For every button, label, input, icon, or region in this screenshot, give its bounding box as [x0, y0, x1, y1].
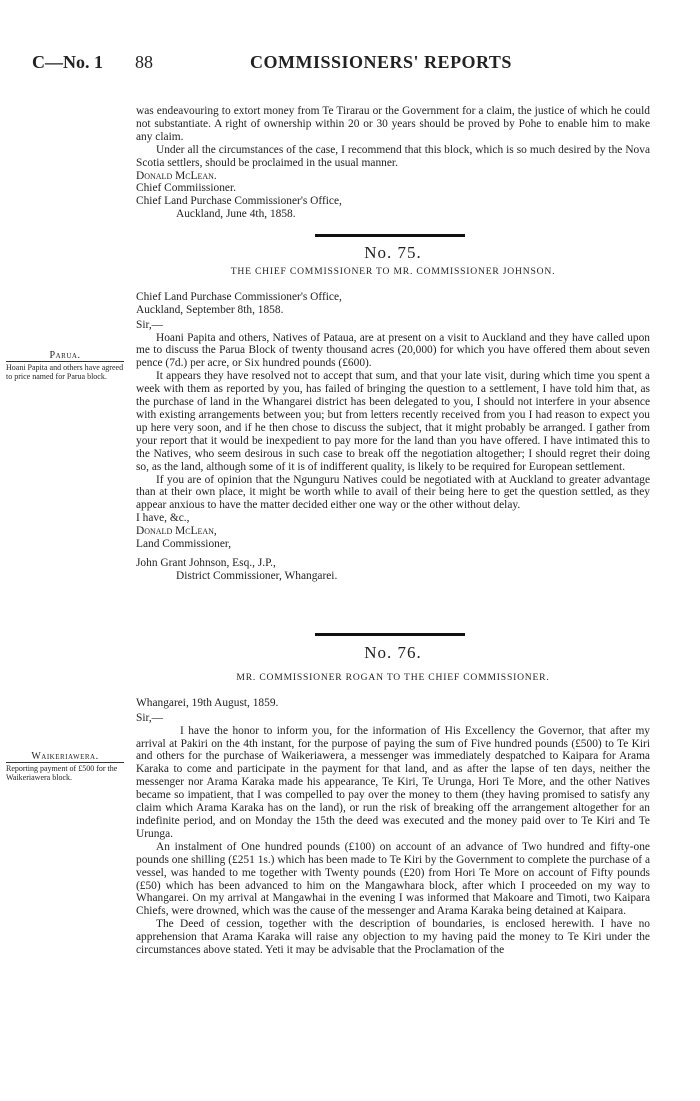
sidenote-text: Reporting payment of £500 for the Waikeriawera block. — [6, 764, 118, 782]
paragraph: The Deed of cession, together with the description of boundaries, is enclosed herewith. I have no apprehension that Arama Karaka will raise any objection to my having paid the money to Te Kiri under the circumstances above stated. Yeti it may be advisable that the Proclamation of the — [136, 918, 650, 957]
signature-name: Donald McLean, — [136, 525, 217, 538]
recipient-line: John Grant Johnson, Esq., J.P., — [136, 556, 276, 569]
signature-title: Chief Commiissioner. — [136, 182, 236, 195]
paragraph: was endeavouring to extort money from Te Tirarau or the Government for a claim, the justice of which he could not substantiate. A right of ownership within 20 or 30 years should be proved by Pohe to enable him to make any claim. — [136, 105, 650, 143]
document-76 — [136, 643, 650, 957]
page-number: 88 — [135, 52, 153, 72]
paragraph: It appears they have resolved not to accept that sum, and that your late visit, during which time you spent a week with them as reported by you, has failed of bringing the question to a settlement, I have told him that, as the purchase of land in the Whangarei district has been delegated to you, I should not interfere in your absence with existing arrangements between you; but from letters recently received from you I had reason to expect you up here very soon, and if he then chose to discuss the subject, that it might probably be arranged. I gather from your report that it would be inexpedient to pay more for the land than you have offered. I have intimated this to the Natives, who seem desirous in such case to break off the negotiation altogether; I should regret their doing so, as the land, although some of it is of indifferent quality, is likely to be required for European settlement. — [136, 370, 650, 473]
sidenote-title: Parua. — [6, 351, 124, 362]
document-code: C—No. 1 — [32, 52, 103, 72]
sidenote-waikeriawera — [6, 752, 124, 782]
closing: I have, &c., — [136, 512, 190, 525]
document-heading: THE CHIEF COMMISSIONER TO MR. COMMISSIONER JOHNSON. — [230, 265, 556, 277]
sidenote-title: Waikeriawera. — [6, 752, 124, 763]
place-date: Whangarei, 19th August, 1859. — [136, 696, 279, 709]
salutation: Sir,— — [136, 318, 164, 331]
paragraph: Hoani Papita and others, Natives of Pataua, are at present on a visit to Auckland and they have called upon me to discuss the Parua Block of twenty thousand acres (20,000) for which you have offered them about seven pence (7d.) per acre, or Six hundred pounds (£600). — [136, 331, 650, 370]
document-heading: MR. COMMISSIONER ROGAN TO THE CHIEF COMMISSIONER. — [236, 671, 550, 683]
salutation: Sir,— — [136, 711, 164, 724]
document-75 — [136, 243, 650, 583]
sidenote-parua — [6, 351, 124, 381]
section-divider — [315, 234, 465, 237]
place-date: Auckland, June 4th, 1858. — [176, 208, 296, 221]
address-line: Chief Land Purchase Commissioner's Office, — [136, 290, 342, 303]
section-top — [136, 105, 650, 221]
address-line: Auckland, September 8th, 1858. — [136, 303, 284, 316]
office-line: Chief Land Purchase Commissioner's Office, — [136, 195, 342, 208]
document-number: No. 76. — [364, 643, 422, 662]
signature-title: Land Commissioner, — [136, 538, 232, 551]
page-header — [32, 52, 670, 80]
paragraph: If you are of opinion that the Ngunguru Natives could be negotiated with at Auckland to greater advantage than at their own place, it might be worth while to avail of their being here to get the question settled, as they appear anxious to have the matter decided either one way or the other without delay. — [136, 473, 650, 512]
recipient-line: District Commissioner, Whangarei. — [176, 569, 338, 582]
section-divider — [315, 633, 465, 636]
paragraph: Under all the circumstances of the case, I recommend that this block, which is so much desired by the Nova Scotia settlers, should be proclaimed in the usual manner. — [136, 143, 650, 169]
paragraph: I have the honor to inform you, for the information of His Excellency the Governor, that after my arrival at Pakiri on the 4th instant, for the purpose of paying the sum of Five hundred pounds (£500) to Te Kiri and others for the purchase of Waikeriawera, a messenger was immediately despatched to Kaipara for Arama Karaka to come and participate in the payment for that land, and as after the lapse of ten days, neither the messenger nor Arama Karaka made his appearance, Te Kiri, Te Urunga, Hori Te More, and the other Natives became so impatient, that I was compelled to pay over the money to them (they having promised to satisfy any claim which Arama Karaka has on the land), or run the risk of breaking off the arrangement altogether for an indefinite period, and on Monday the 15th the deed was executed and the money paid over to Te Kiri and Te Urunga. — [136, 724, 650, 840]
document-number: No. 75. — [364, 243, 422, 262]
paragraph: An instalment of One hundred pounds (£100) on account of an advance of Two hundred and fifty-one pounds one shilling (£251 1s.) which has been made to Te Kiri by the Government to complete the purchase of a vessel, was handed to me together with Twenty pounds (£20) from Hori Te More on account of Fifty pounds (£50) which has been advanced to him on the Mangawhara block, after which I proceeded on my way to Whangarei. On my arrival at Mangawhai in the evening I was informed that Makoare and Timoti, two Kaipara Chiefs, were drowned, which was the cause of the messenger and Arama Karaka being detained at Kaipara. — [136, 840, 650, 918]
signature-name: Donald McLean. — [136, 169, 217, 182]
running-title: COMMISSIONERS' REPORTS — [250, 52, 512, 72]
sidenote-text: Hoani Papita and others have agreed to price named for Parua block. — [6, 363, 124, 381]
